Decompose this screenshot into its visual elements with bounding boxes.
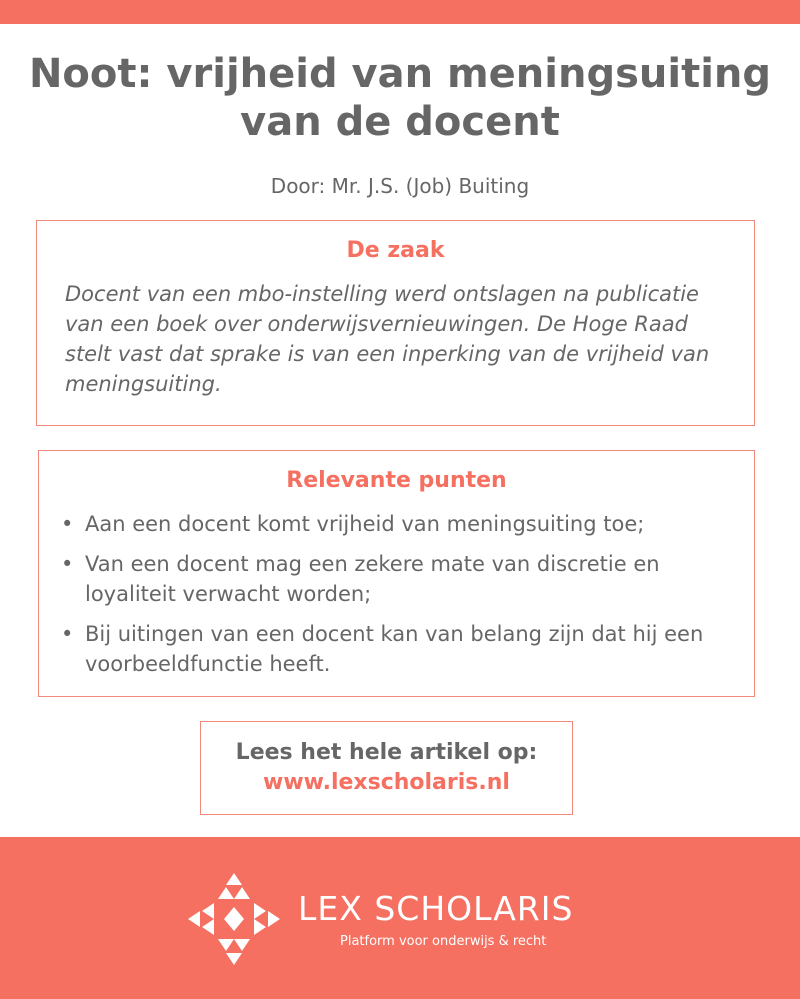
website-link[interactable]: www.lexscholaris.nl	[263, 770, 510, 795]
brand-tagline: Platform voor onderwijs & recht	[340, 934, 547, 949]
top-accent-bar	[0, 0, 800, 24]
point-text: Aan een docent komt vrijheid van meningsuiting toe;	[85, 512, 645, 536]
relevant-points-box	[38, 450, 755, 697]
read-more-box	[200, 721, 573, 815]
bullet-icon: •	[61, 552, 74, 576]
list-item	[59, 619, 734, 679]
point-text: Bij uitingen van een docent kan van belang zijn dat hij een voorbeeldfunctie heeft.	[85, 622, 704, 676]
bullet-icon: •	[61, 622, 74, 646]
brand-name: LEX SCHOLARIS	[298, 889, 574, 928]
page-title	[0, 50, 800, 146]
case-heading: De zaak	[346, 238, 445, 263]
author-line: Door: Mr. J.S. (Job) Buiting	[270, 174, 530, 198]
diamond-triangles-logo-icon	[186, 871, 282, 967]
point-text: Van een docent mag een zekere mate van discretie en loyaliteit verwacht worden;	[85, 552, 660, 606]
read-more-label: Lees het hele artikel op:	[235, 740, 538, 765]
title-line-2: van de docent	[240, 99, 560, 145]
case-text: Docent van een mbo-instelling werd ontslagen na publicatie van een boek over onderwijsvernieuwingen. De Hoge Raad stelt vast dat sprake is van een inperking van de vrijheid van meningsuiting.	[65, 282, 710, 396]
list-item	[59, 549, 734, 609]
title-line-1: Noot: vrijheid van meningsuiting	[28, 51, 772, 97]
case-box	[36, 220, 755, 426]
list-item	[59, 509, 734, 539]
footer-bar	[0, 837, 800, 999]
points-heading: Relevante punten	[286, 468, 507, 493]
points-list	[39, 509, 754, 679]
bullet-icon: •	[61, 512, 74, 536]
